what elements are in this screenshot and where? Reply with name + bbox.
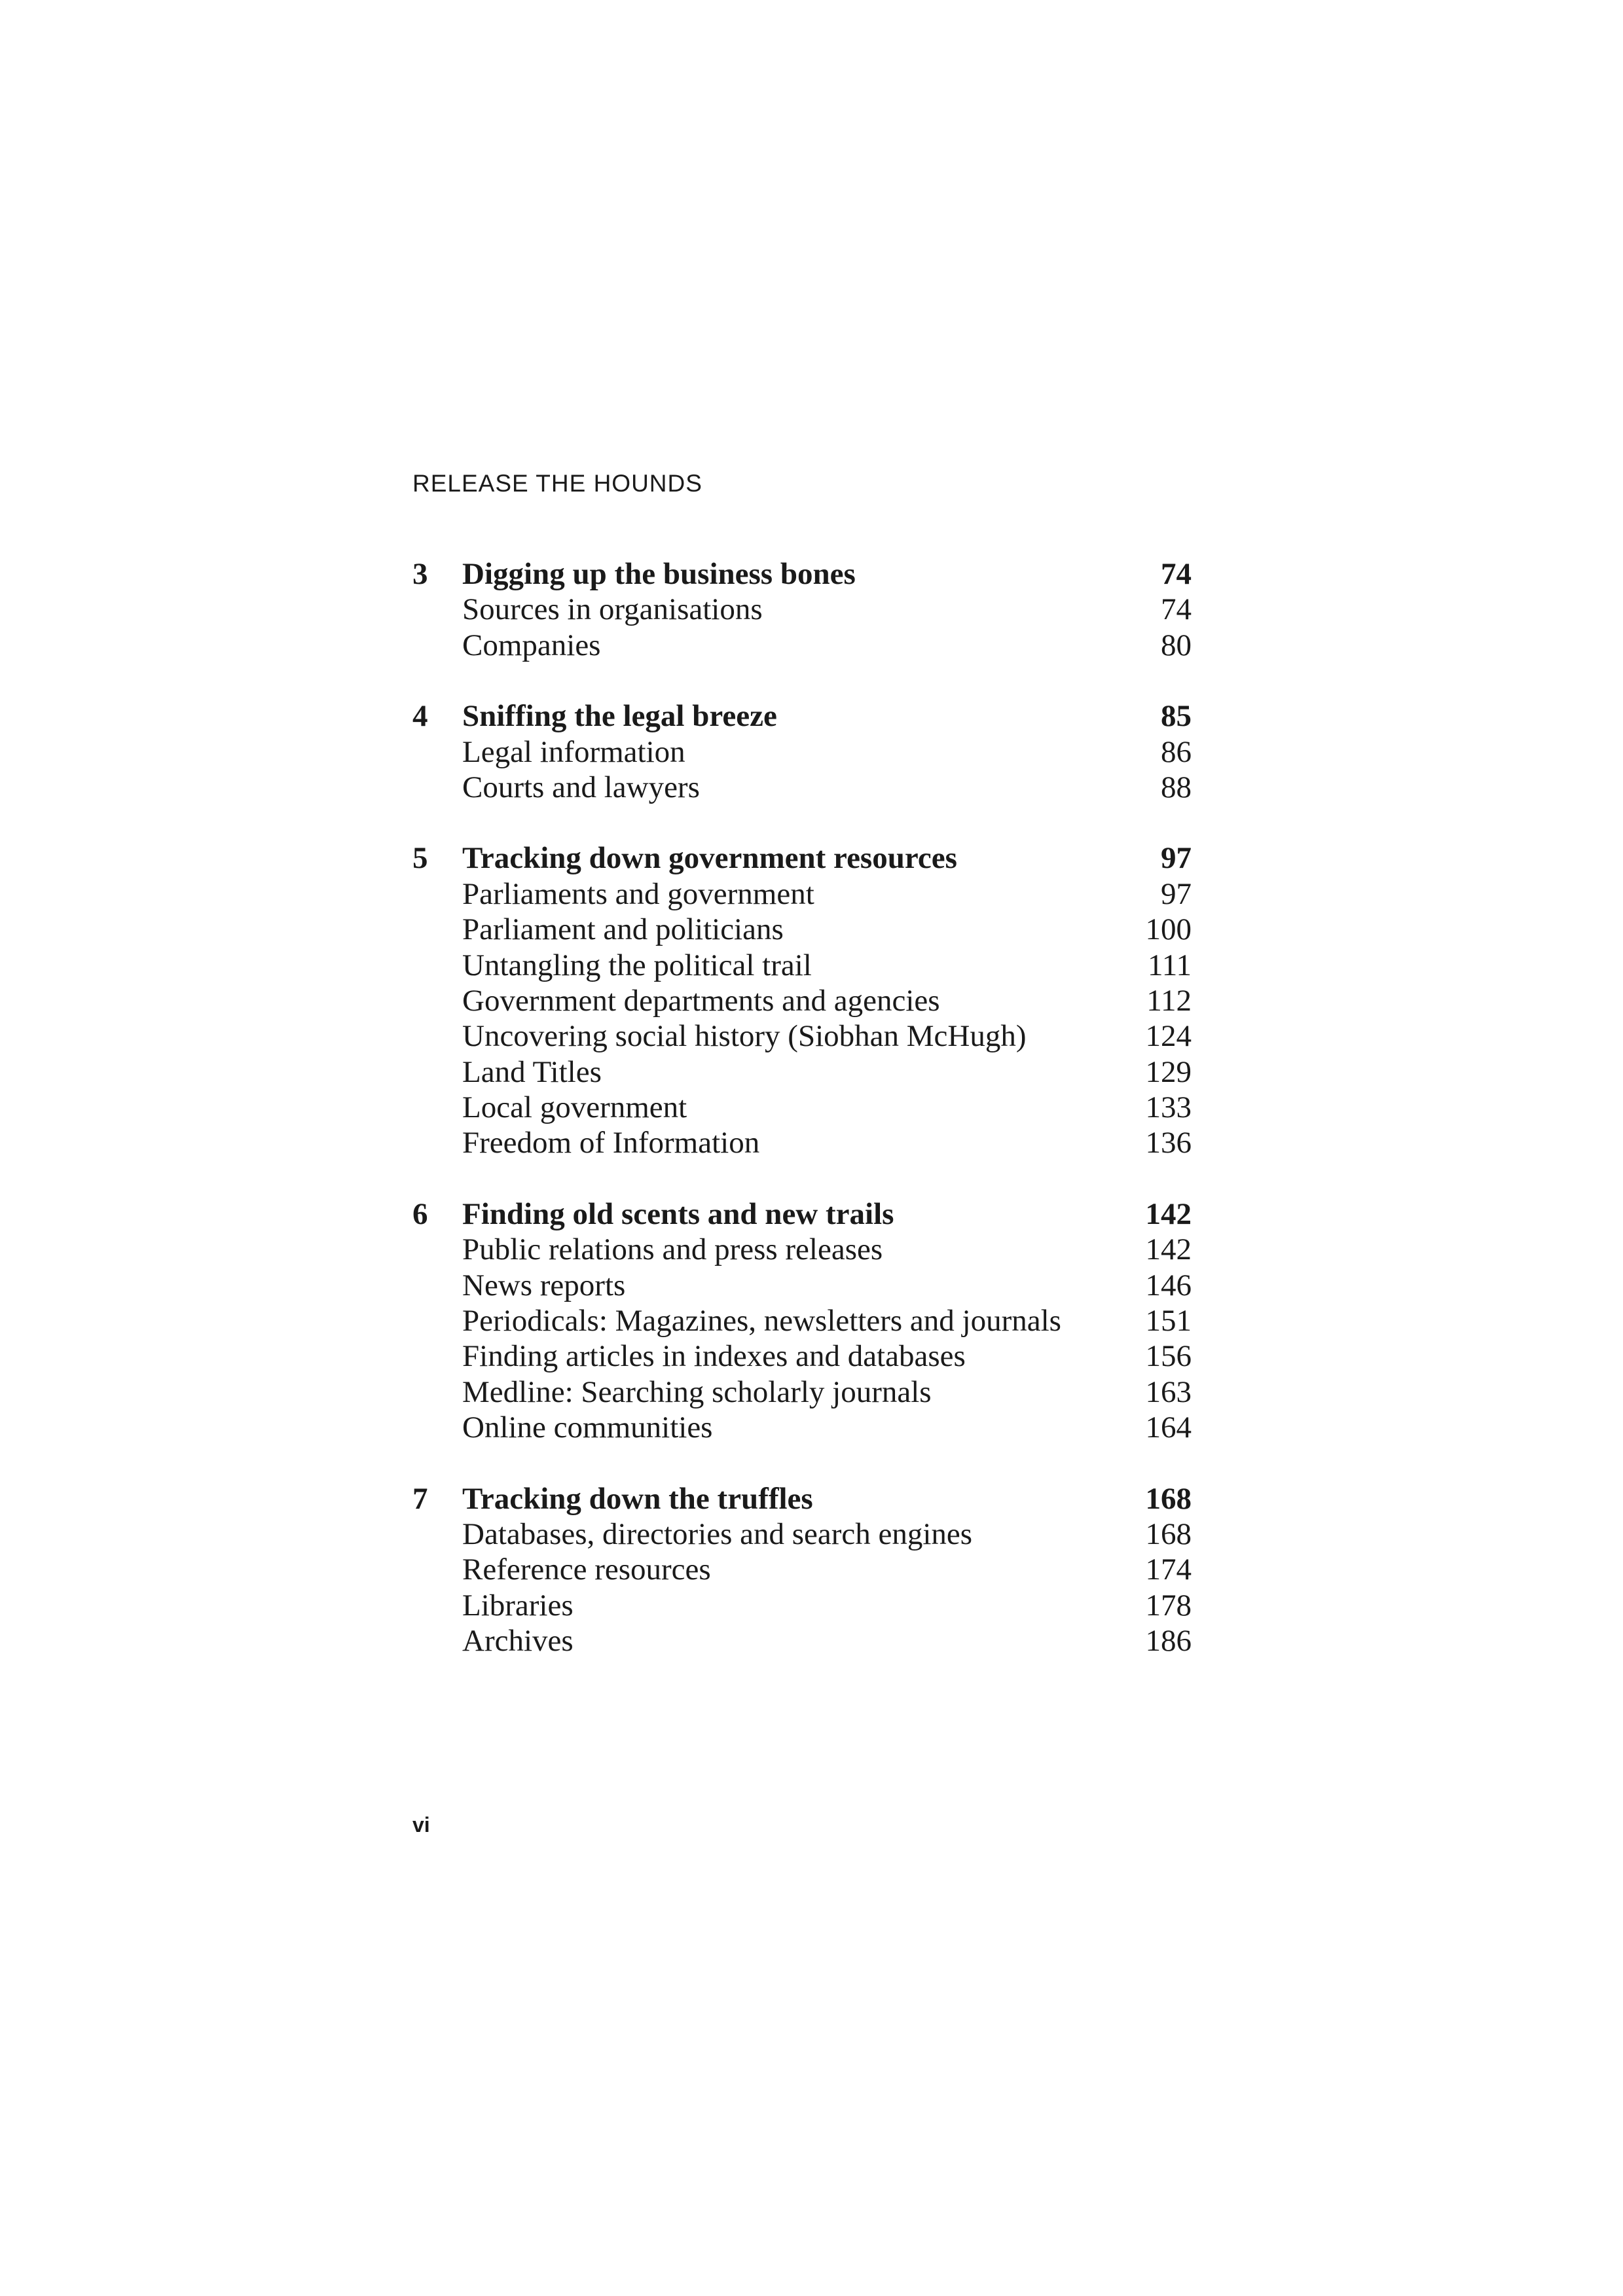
section-entry <box>412 1588 1192 1623</box>
section-page-number: 86 <box>1161 734 1192 769</box>
toc-chapter <box>412 1481 1192 1659</box>
chapter-heading <box>412 556 1192 592</box>
section-page-number: 142 <box>1145 1232 1192 1267</box>
section-page-number: 174 <box>1145 1552 1192 1587</box>
section-entry <box>412 1374 1192 1410</box>
section-page-number: 129 <box>1145 1054 1192 1089</box>
chapter-title: Tracking down the truffles <box>462 1481 813 1516</box>
section-entry <box>412 1338 1192 1374</box>
chapter-number: 7 <box>412 1481 428 1516</box>
section-title: News reports <box>462 1268 626 1302</box>
section-entry <box>412 592 1192 627</box>
section-entry <box>412 1623 1192 1659</box>
section-entry <box>412 770 1192 805</box>
section-title: Land Titles <box>462 1054 602 1089</box>
section-entry <box>412 1125 1192 1160</box>
section-entry <box>412 1090 1192 1125</box>
section-title: Parliament and politicians <box>462 912 784 947</box>
section-title: Finding articles in indexes and databases <box>462 1339 966 1374</box>
section-title: Databases, directories and search engines <box>462 1516 973 1551</box>
chapter-page-number: 168 <box>1145 1481 1192 1516</box>
chapter-number: 5 <box>412 841 428 876</box>
section-entry <box>412 1018 1192 1054</box>
toc-chapter <box>412 1196 1192 1446</box>
section-title: Freedom of Information <box>462 1126 760 1160</box>
chapter-number: 4 <box>412 699 428 734</box>
chapter-heading <box>412 698 1192 734</box>
section-page-number: 163 <box>1145 1374 1192 1409</box>
toc-chapter <box>412 840 1192 1161</box>
section-entry <box>412 912 1192 947</box>
section-page-number: 100 <box>1145 912 1192 947</box>
section-entry <box>412 948 1192 983</box>
section-page-number: 151 <box>1145 1304 1192 1338</box>
chapter-page-number: 97 <box>1161 841 1192 876</box>
chapter-heading <box>412 1196 1192 1232</box>
section-page-number: 156 <box>1145 1339 1192 1374</box>
section-title: Legal information <box>462 734 685 769</box>
section-page-number: 88 <box>1161 770 1192 804</box>
section-page-number: 124 <box>1145 1019 1192 1054</box>
section-entry <box>412 734 1192 770</box>
section-entry <box>412 983 1192 1018</box>
section-entry <box>412 1054 1192 1090</box>
section-page-number: 133 <box>1145 1090 1192 1125</box>
section-entry <box>412 1516 1192 1552</box>
section-page-number: 97 <box>1161 876 1192 911</box>
section-page-number: 111 <box>1147 948 1192 982</box>
chapter-title: Digging up the business bones <box>462 557 856 591</box>
section-page-number: 112 <box>1146 983 1192 1018</box>
chapter-title: Sniffing the legal breeze <box>462 699 777 734</box>
section-title: Government departments and agencies <box>462 983 940 1018</box>
chapter-number: 6 <box>412 1196 428 1231</box>
section-page-number: 136 <box>1145 1126 1192 1160</box>
toc-chapter <box>412 556 1192 663</box>
section-page-number: 178 <box>1145 1588 1192 1623</box>
table-of-contents <box>412 556 1192 1695</box>
chapter-page-number: 85 <box>1161 699 1192 734</box>
section-entry <box>412 876 1192 912</box>
section-page-number: 168 <box>1145 1516 1192 1551</box>
section-entry <box>412 1552 1192 1587</box>
section-page-number: 186 <box>1145 1624 1192 1659</box>
chapter-heading <box>412 1481 1192 1516</box>
section-entry <box>412 1232 1192 1267</box>
chapter-number: 3 <box>412 557 428 591</box>
section-page-number: 164 <box>1145 1410 1192 1445</box>
section-title: Medline: Searching scholarly journals <box>462 1374 932 1409</box>
section-title: Reference resources <box>462 1552 711 1587</box>
section-entry <box>412 628 1192 663</box>
section-title: Libraries <box>462 1588 574 1623</box>
section-title: Public relations and press releases <box>462 1232 883 1267</box>
section-page-number: 146 <box>1145 1268 1192 1302</box>
page-folio: vi <box>412 1813 430 1837</box>
section-title: Periodicals: Magazines, newsletters and journals <box>462 1304 1061 1338</box>
chapter-title: Finding old scents and new trails <box>462 1196 894 1231</box>
section-page-number: 80 <box>1161 628 1192 662</box>
section-title: Courts and lawyers <box>462 770 700 804</box>
section-title: Online communities <box>462 1410 713 1445</box>
section-title: Parliaments and government <box>462 876 814 911</box>
section-title: Untangling the political trail <box>462 948 812 982</box>
running-head: RELEASE THE HOUNDS <box>412 470 702 497</box>
toc-chapter <box>412 698 1192 805</box>
section-entry <box>412 1268 1192 1303</box>
chapter-page-number: 74 <box>1161 557 1192 591</box>
section-entry <box>412 1303 1192 1338</box>
section-title: Uncovering social history (Siobhan McHugh) <box>462 1019 1027 1054</box>
chapter-title: Tracking down government resources <box>462 841 957 876</box>
section-title: Local government <box>462 1090 687 1125</box>
section-title: Archives <box>462 1624 574 1659</box>
section-title: Companies <box>462 628 601 662</box>
section-page-number: 74 <box>1161 592 1192 627</box>
section-title: Sources in organisations <box>462 592 763 627</box>
chapter-page-number: 142 <box>1145 1196 1192 1231</box>
chapter-heading <box>412 840 1192 876</box>
section-entry <box>412 1410 1192 1445</box>
